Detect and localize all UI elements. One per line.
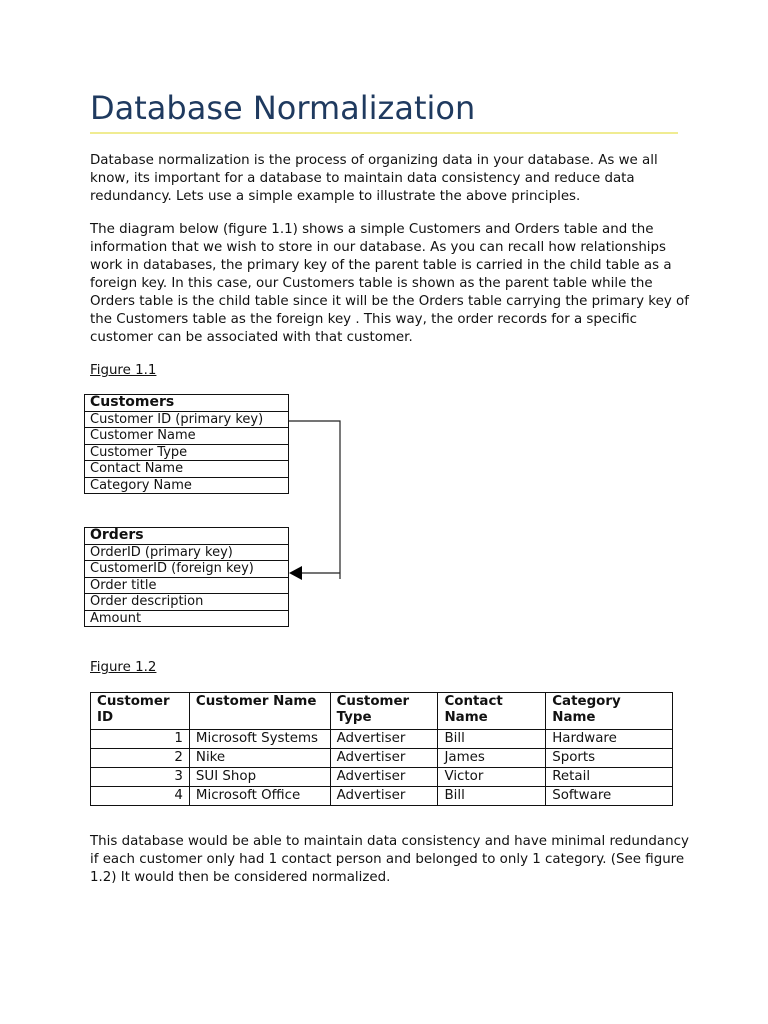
orders-field: Order description xyxy=(85,594,289,611)
figure-1-1-label: Figure 1.1 xyxy=(90,363,157,378)
contact-name-cell: Bill xyxy=(438,730,546,749)
figure-1-2-label: Figure 1.2 xyxy=(90,660,157,675)
page-title: Database Normalization xyxy=(90,89,476,127)
customer-name-cell: Nike xyxy=(189,749,330,768)
customer-name-cell: Microsoft Systems xyxy=(189,730,330,749)
intro-paragraph: Database normalization is the process of organizing data in your database. As we all know, its important for a database to maintain data consistency and reduce data redundancy. Lets use a simple example to illustrate the above principles. xyxy=(90,153,658,204)
column-header: Contact Name xyxy=(438,693,546,730)
orders-field: Order title xyxy=(85,577,289,594)
customer-name-cell: Microsoft Office xyxy=(189,787,330,806)
customer-type-cell: Advertiser xyxy=(330,749,438,768)
column-header: Category Name xyxy=(546,693,673,730)
customers-field: Customer Name xyxy=(85,428,289,445)
customer-name-cell: SUI Shop xyxy=(189,768,330,787)
contact-name-cell: James xyxy=(438,749,546,768)
table-row xyxy=(91,730,673,749)
category-name-cell: Software xyxy=(546,787,673,806)
customer-type-cell: Advertiser xyxy=(330,787,438,806)
table-row xyxy=(91,768,673,787)
relationship-arrowhead xyxy=(289,566,302,580)
customers-field: Customer Type xyxy=(85,444,289,461)
category-name-cell: Sports xyxy=(546,749,673,768)
customer-id-cell: 1 xyxy=(91,730,190,749)
contact-name-cell: Victor xyxy=(438,768,546,787)
column-header: Customer Type xyxy=(330,693,438,730)
relationship-line xyxy=(289,421,340,579)
table-row xyxy=(91,787,673,806)
customer-id-cell: 3 xyxy=(91,768,190,787)
category-name-cell: Hardware xyxy=(546,730,673,749)
conclusion-paragraph: This database would be able to maintain data consistency and have minimal redundancy if each customer only had 1 contact person and belonged to only 1 category. (See figure 1.2) It would then be considered normalized. xyxy=(90,834,689,885)
customers-entity-title: Customers xyxy=(85,395,289,412)
customers-data-table xyxy=(90,692,673,806)
customers-field: Contact Name xyxy=(85,461,289,478)
customer-id-cell: 2 xyxy=(91,749,190,768)
table-header-row xyxy=(91,693,673,730)
table-row xyxy=(91,749,673,768)
contact-name-cell: Bill xyxy=(438,787,546,806)
customer-id-cell: 4 xyxy=(91,787,190,806)
diagram-paragraph: The diagram below (figure 1.1) shows a simple Customers and Orders table and the information that we wish to store in our database. As you can recall how relationships work in databases, the primary key of the parent table is carried in the child table as a foreign key. In this case, our Customers table is shown as the parent table while the Orders table is the child table since it will be the Orders table carrying the primary key of the Customers table as the foreign key . This way, the order records for a specific customer can be associated with that customer. xyxy=(90,222,689,345)
column-header: Customer ID xyxy=(91,693,190,730)
customers-field: Customer ID (primary key) xyxy=(85,411,289,428)
customer-type-cell: Advertiser xyxy=(330,730,438,749)
orders-field: Amount xyxy=(85,610,289,627)
customers-field: Category Name xyxy=(85,477,289,494)
category-name-cell: Retail xyxy=(546,768,673,787)
orders-field: CustomerID (foreign key) xyxy=(85,561,289,578)
orders-field: OrderID (primary key) xyxy=(85,544,289,561)
orders-entity-title: Orders xyxy=(85,528,289,545)
column-header: Customer Name xyxy=(189,693,330,730)
customer-type-cell: Advertiser xyxy=(330,768,438,787)
